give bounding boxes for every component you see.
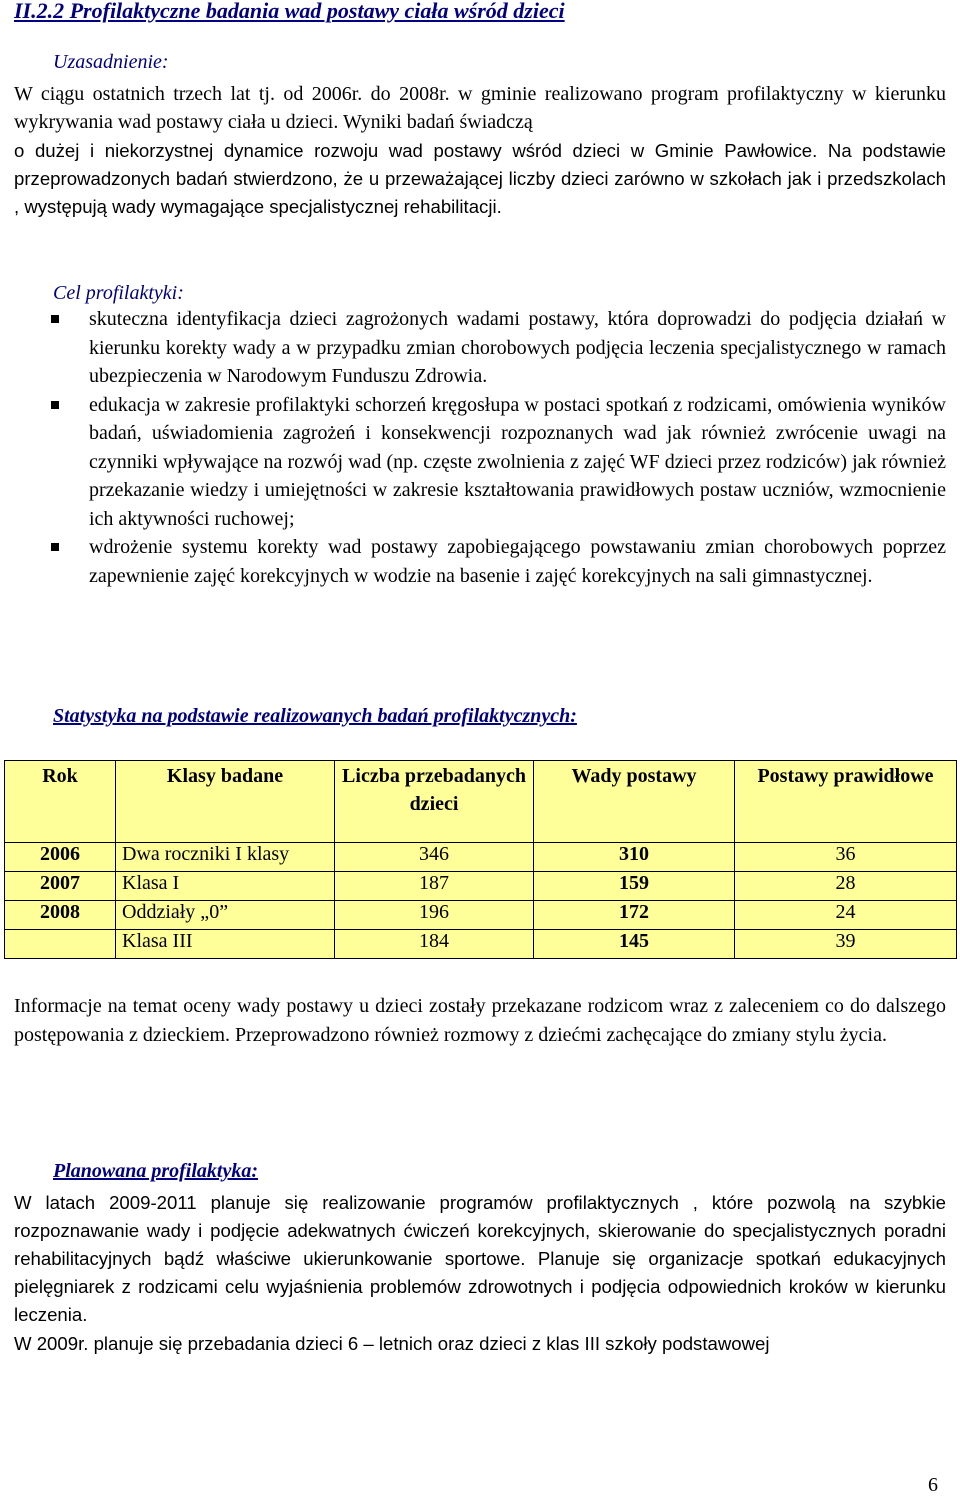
planned-text-2009: W 2009r. planuje się przebadania dzieci 6 – letnich oraz dzieci z klas III szkoły podstawowej [14,1333,770,1354]
info-text: Informacje na temat oceny wady postawy u dzieci zostały przekazane rodzicom wraz z zaleceniem co do dalszego postępowania z dzieckiem. Przeprowadzono również rozmowy z dziećmi zachęcające do zmiany stylu życia. [14,995,946,1046]
goal-label: Cel profilaktyki: [53,282,184,304]
cell-year [5,930,116,959]
goal-item [45,533,946,590]
goal-item [45,391,946,534]
goal-item-text: wdrożenie systemu korekty wad postawy zapobiegającego powstawaniu zmian chorobowych poprzez zapewnienie zajęć korekcyjnych w wodzie na basenie i zajęć korekcyjnych na sali gimnastycznej. [89,536,946,587]
cell-defects: 310 [534,843,735,872]
cell-defects: 145 [534,930,735,959]
planned-text: W latach 2009-2011 planuje się realizowanie programów profilaktycznych , które pozwolą na szybkie rozpoznawanie wady i podjęcie adekwatnych ćwiczeń korekcyjnych, skierowanie do specjalistycznych poradni rehabilitacyjnych bądź właściwe ukierunkowanie sportowe. Planuje się organizacje spotkań edukacyjnych pielęgniarek z rodzicami celu wyjaśnienia problemów zdrowotnych i podjęcia odpowiednich kroków w kierunku leczenia. [14,1192,946,1325]
cell-defects: 159 [534,872,735,901]
table-row [5,843,957,872]
cell-correct: 36 [735,843,957,872]
cell-examined: 346 [335,843,534,872]
header-defects: Wady postawy [534,761,735,843]
cell-classes: Klasa III [116,930,335,959]
header-correct: Postawy prawidłowe [735,761,957,843]
table-header-row [5,761,957,843]
cell-year: 2008 [5,901,116,930]
cell-classes: Klasa I [116,872,335,901]
table-row [5,872,957,901]
cell-defects: 172 [534,901,735,930]
header-classes: Klasy badane [116,761,335,843]
cell-year: 2007 [5,872,116,901]
table-row [5,901,957,930]
justification-text-serif: W ciągu ostatnich trzech lat tj. od 2006r. do 2008r. w gminie realizowano program profilaktyczny w kierunku wykrywania wad postawy ciała u dzieci. Wyniki badań świadczą [14,83,946,133]
bullet-square-icon [51,315,59,323]
goal-item-text: edukacja w zakresie profilaktyki schorzeń kręgosłupa w postaci spotkań z rodzicami, omówienia wyników badań, uświadomienia zagrożeń i konsekwencji rozpoznanych wad jak również zwrócenie uwagi na czynniki wpływające na rozwój wad (np. częste zwolnienia z zajęć WF dzieci przez rodziców) jak również przekazanie wiedzy i umiejętności w zakresie kształtowania prawidłowych postaw uczniów, wzmocnienie ich aktywności ruchowej; [89,393,946,530]
cell-examined: 196 [335,901,534,930]
page-number: 6 [928,1474,938,1496]
cell-correct: 24 [735,901,957,930]
cell-classes: Oddziały „0” [116,901,335,930]
justification-text-sans: o dużej i niekorzystnej dynamice rozwoju wad postawy wśród dzieci w Gminie Pawłowice. Na podstawie przeprowadzonych badań stwierdzono, że u przeważającej liczby dzieci zarówno w szkołach jak i przedszkolach , występują wady wymagające specjalistycznej rehabilitacji. [14,140,946,217]
bullet-square-icon [51,401,59,409]
bullet-square-icon [51,543,59,551]
stats-table [4,760,957,959]
cell-correct: 28 [735,872,957,901]
cell-year: 2006 [5,843,116,872]
justification-label: Uzasadnienie: [53,51,169,73]
goal-list [45,305,946,590]
header-year: Rok [5,761,116,843]
cell-correct: 39 [735,930,957,959]
planned-label: Planowana profilaktyka: [53,1160,259,1182]
cell-examined: 187 [335,872,534,901]
table-row [5,930,957,959]
goal-item [45,305,946,391]
goal-item-text: skuteczna identyfikacja dzieci zagrożonych wadami postawy, która doprowadzi do podjęcia działań w kierunku korekty wady a w przypadku zmian chorobowych podjęcia leczenia specjalistycznego w ramach ubezpieczenia w Narodowym Funduszu Zdrowia. [89,308,946,387]
stats-label: Statystyka na podstawie realizowanych badań profilaktycznych: [53,705,577,727]
cell-examined: 184 [335,930,534,959]
section-heading: II.2.2 Profilaktyczne badania wad postawy ciała wśród dzieci [14,0,565,23]
header-examined: Liczba przebadanych dzieci [335,761,534,843]
cell-classes: Dwa roczniki I klasy [116,843,335,872]
